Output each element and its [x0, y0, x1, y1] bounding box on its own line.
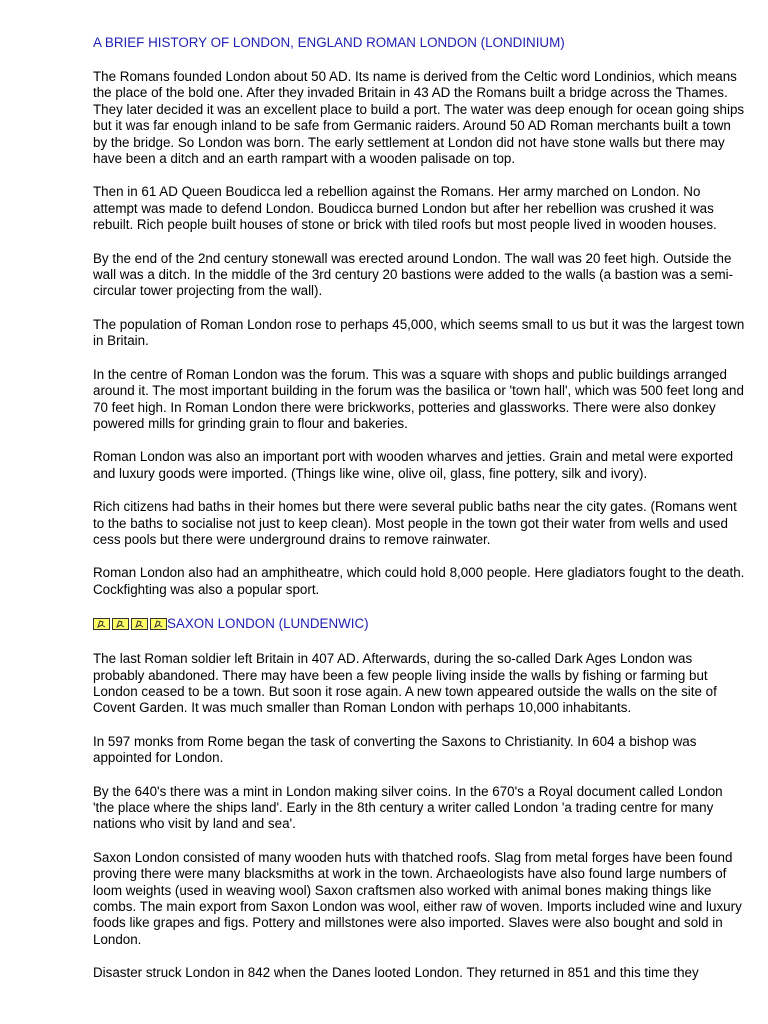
roman-paragraph-4: The population of Roman London rose to perhaps 45,000, which seems small to us but it was the largest town in Britain.	[93, 316, 745, 349]
document-page	[93, 34, 745, 999]
saxon-paragraph-1: The last Roman soldier left Britain in 407 AD. Afterwards, during the so-called Dark Ages London was probably abandoned. There may have been a few people living inside the walls by fishing or farming but London ceased to be a town. But soon it rose again. A new town appeared outside the walls on the site of Covent Garden. It was much smaller than Roman London with perhaps 10,000 inhabitants.	[93, 651, 717, 716]
saxon-section-title: SAXON LONDON (LUNDENWIC)	[167, 616, 369, 632]
page-title: A BRIEF HISTORY OF LONDON, ENGLAND ROMAN LONDON (LONDINIUM)	[93, 35, 565, 50]
saxon-paragraph-3: By the 640's there was a mint in London making silver coins. In the 670's a Royal document called London 'the place where the ships land'. Early in the 8th century a writer called London 'a trading centre for many nations who visit by land and sea'.	[93, 783, 723, 832]
roman-paragraph-8: Roman London also had an amphitheatre, which could hold 8,000 people. Here gladiators fought to the death. Cockfighting was also a popular sport.	[93, 565, 745, 597]
saxon-paragraph-2: In 597 monks from Rome began the task of converting the Saxons to Christianity. In 604 a bishop was appointed for London.	[93, 733, 697, 766]
roman-paragraph-5: In the centre of Roman London was the forum. This was a square with shops and public buildings arranged around it. The most important building in the forum was the basilica or 'town hall', which was 500 feet long and 70 feet high. In Roman London there were brickworks, potteries and glassworks. There were also donkey powered mills for grinding grain to flour and bakeries.	[93, 366, 744, 431]
roman-paragraph-2: Then in 61 AD Queen Boudicca led a rebellion against the Romans. Her army marched on London. No attempt was made to defend London. Boudicca burned London but after her rebellion was crushed it was rebuilt. Rich people built houses of stone or brick with tiled roofs but most people lived in wooden houses.	[93, 184, 717, 233]
saxon-section-heading	[93, 615, 745, 633]
roman-paragraph-1: The Romans founded London about 50 AD. Its name is derived from the Celtic word Londinios, which means the place of the bold one. After they invaded Britain in 43 AD the Romans built a bridge across the Thames. They later decided it was an excellent place to build a port. The water was deep enough for ocean going ships but it was far enough inland to be safe from Germanic raiders. Around 50 AD Roman merchants built a town by the bridge. So London was born. The early settlement at London did not have stone walls but there may have been a ditch and an earth rampart with a wooden palisade on top.	[93, 69, 745, 167]
roman-paragraph-3: By the end of the 2nd century stonewall was erected around London. The wall was 20 feet high. Outside the wall was a ditch. In the middle of the 3rd century 20 bastions were added to the walls (a bastion was a semi-circular tower projecting from the wall).	[93, 250, 734, 299]
broken-image-icon	[93, 618, 110, 630]
broken-image-icon	[150, 618, 167, 630]
broken-image-icon	[112, 618, 129, 630]
broken-image-icon-group	[93, 618, 167, 630]
broken-image-icon	[131, 618, 148, 630]
saxon-paragraph-4: Saxon London consisted of many wooden huts with thatched roofs. Slag from metal forges have been found proving there were many blacksmiths at work in the town. Archaeologists have also found large numbers of loom weights (used in weaving wool) Saxon craftsmen also worked with animal bones making things like combs. The main export from Saxon London was wool, either raw of woven. Imports included wine and luxury foods like grapes and figs. Pottery and millstones were also imported. Slaves were also bought and sold in London.	[93, 849, 742, 947]
saxon-paragraph-5: Disaster struck London in 842 when the Danes looted London. They returned in 851 and this time they	[93, 965, 699, 981]
roman-paragraph-7: Rich citizens had baths in their homes but there were several public baths near the city gates. (Romans went to the baths to socialise not just to keep clean). Most people in the town got their water from wells and used cess pools but there were underground drains to remove rainwater.	[93, 499, 737, 547]
roman-paragraph-6: Roman London was also an important port with wooden wharves and jetties. Grain and metal were exported and luxury goods were imported. (Things like wine, olive oil, glass, fine pottery, silk and ivory).	[93, 449, 734, 481]
